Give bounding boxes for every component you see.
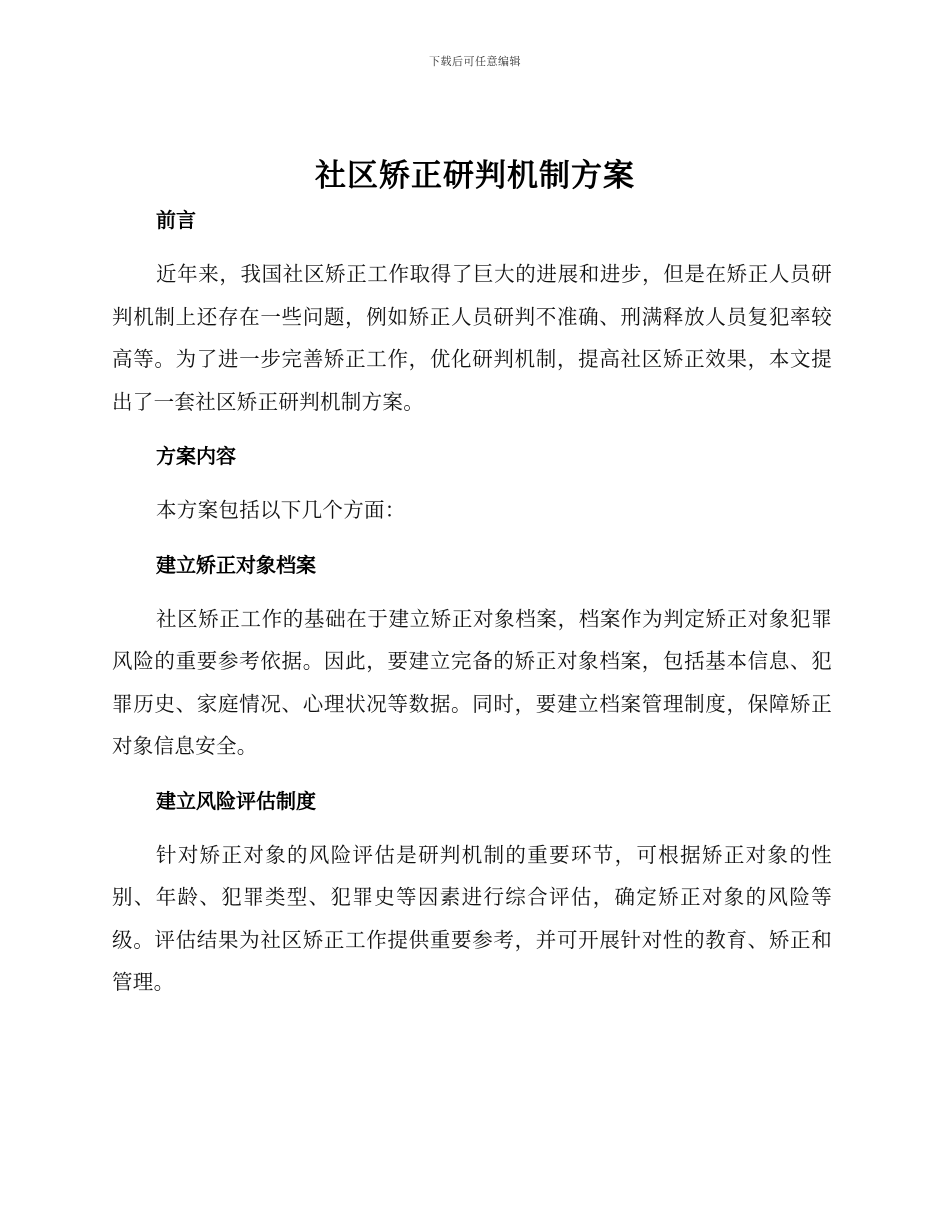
- content-heading: 方案内容: [156, 444, 236, 468]
- document-title: 社区矫正研判机制方案: [315, 158, 635, 194]
- archive-heading: 建立矫正对象档案: [156, 552, 316, 577]
- risk-paragraph: 针对矫正对象的风险评估是研判机制的重要环节，可根据矫正对象的性别、年龄、犯罪类型、犯罪史等因素进行综合评估，确定矫正对象的风险等级。评估结果为社区矫正工作提供重要参考，并可开展针对性的教育、矫正和管理。: [112, 842, 832, 994]
- document-body: [112, 199, 832, 1004]
- header-note: 下载后可任意编辑: [429, 55, 521, 68]
- archive-paragraph: 社区矫正工作的基础在于建立矫正对象档案，档案作为判定矫正对象犯罪风险的重要参考依据。因此，要建立完备的矫正对象档案，包括基本信息、犯罪历史、家庭情况、心理状况等数据。同时，要建立档案管理制度，保障矫正对象信息安全。: [112, 606, 832, 758]
- risk-heading: 建立风险评估制度: [156, 788, 316, 813]
- preface-paragraph: 近年来，我国社区矫正工作取得了巨大的进展和进步，但是在矫正人员研判机制上还存在一些问题，例如矫正人员研判不准确、刑满释放人员复犯率较高等。为了进一步完善矫正工作，优化研判机制，提高社区矫正效果，本文提出了一套社区矫正研判机制方案。: [112, 262, 832, 414]
- preface-heading: 前言: [156, 208, 196, 232]
- content-intro-paragraph: 本方案包括以下几个方面：: [156, 498, 406, 522]
